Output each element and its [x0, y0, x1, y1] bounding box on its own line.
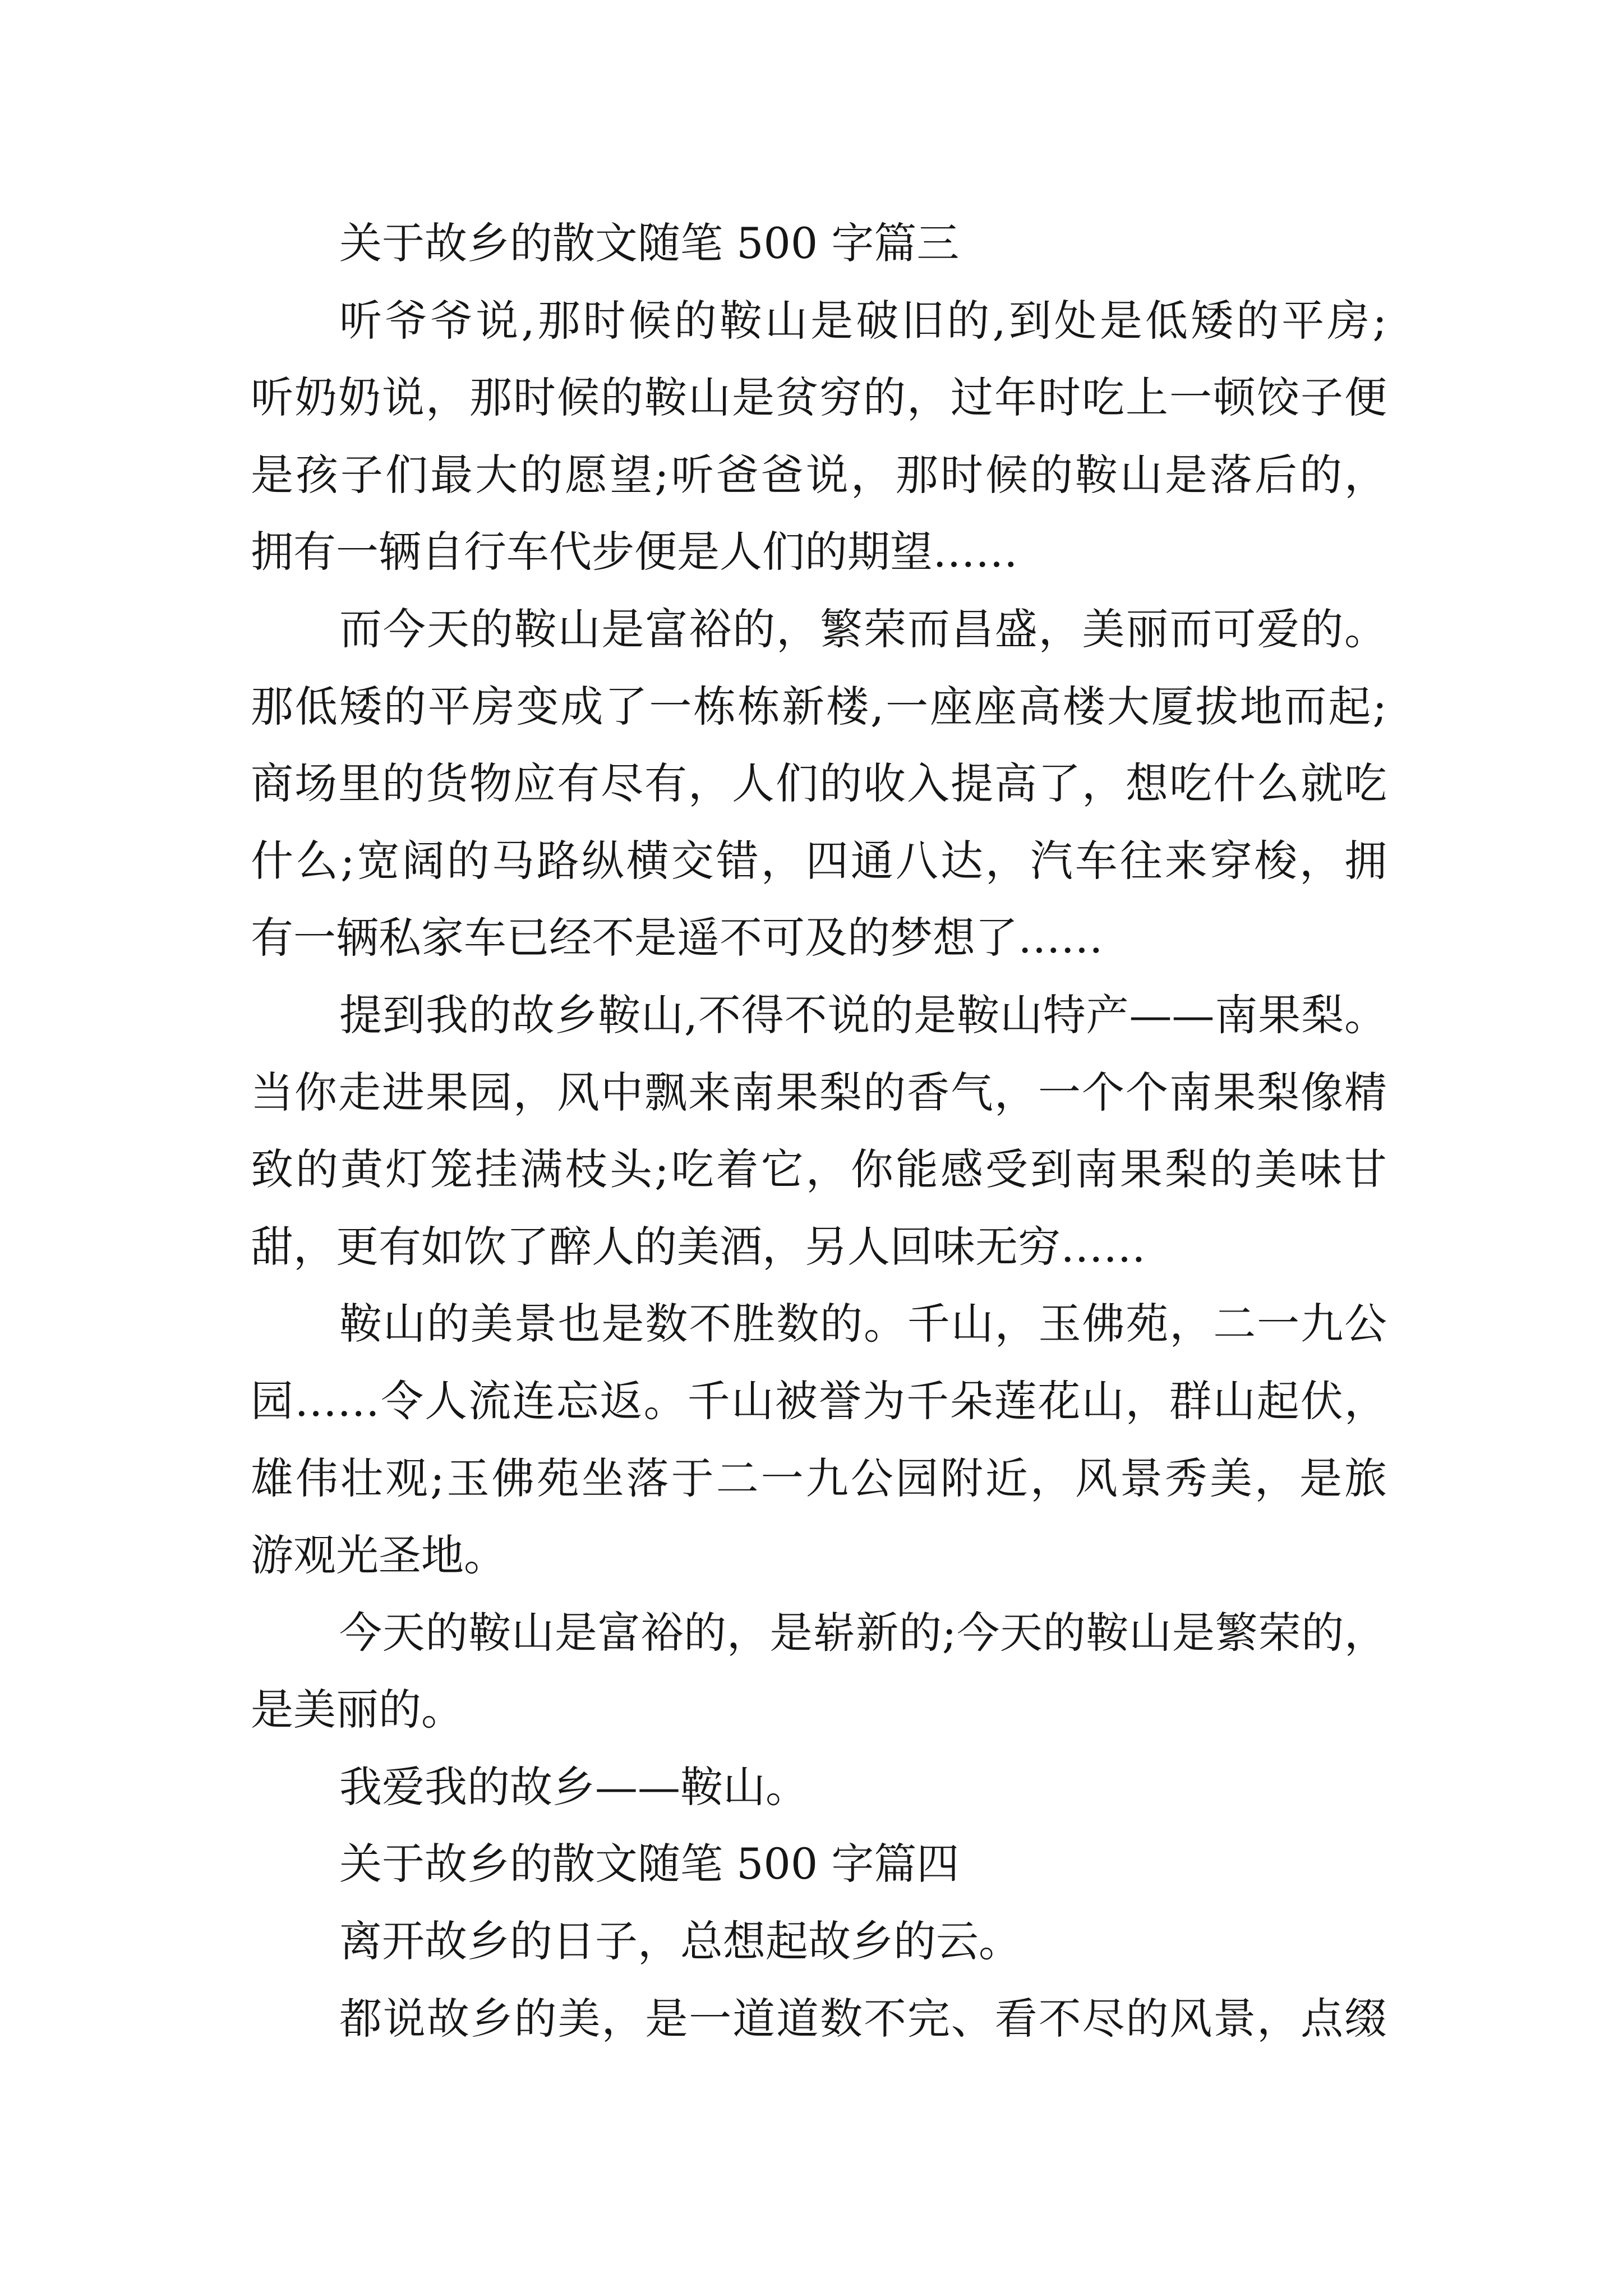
text-line: 甜，更有如饮了醉人的美酒，另人回味无穷……	[251, 1221, 1146, 1272]
text-line: 游观光圣地。	[251, 1530, 506, 1581]
text-line: 什么;宽阔的马路纵横交错，四通八达，汽车往来穿梭，拥	[251, 835, 1387, 886]
text-line: 园……令人流连忘返。千山被誉为千朵莲花山，群山起伏，	[251, 1375, 1387, 1426]
text-line: 听奶奶说，那时候的鞍山是贫穷的，过年时吃上一顿饺子便	[251, 372, 1387, 423]
text-line: 有一辆私家车已经不是遥不可及的梦想了……	[251, 913, 1103, 963]
paragraph	[251, 591, 1387, 977]
section-heading: 关于故乡的散文随笔 500 字篇四	[339, 1839, 960, 1889]
text-line: 而今天的鞍山是富裕的，繁荣而昌盛，美丽而可爱的。	[339, 604, 1387, 654]
text-line: 鞍山的美景也是数不胜数的。千山，玉佛苑，二一九公	[339, 1299, 1387, 1349]
paragraph	[251, 1594, 1387, 1749]
text-line: 今天的鞍山是富裕的，是崭新的;今天的鞍山是繁荣的，	[339, 1607, 1387, 1658]
text-line: 当你走进果园，风中飘来南果梨的香气，一个个南果梨像精	[251, 1067, 1387, 1117]
paragraph	[251, 977, 1387, 1285]
text-line: 雄伟壮观;玉佛苑坐落于二一九公园附近，风景秀美，是旅	[251, 1453, 1387, 1503]
section	[251, 1825, 1387, 2057]
text-line: 都说故乡的美，是一道道数不完、看不尽的风景，点缀	[339, 1993, 1387, 2044]
text-line: 那低矮的平房变成了一栋栋新楼,一座座高楼大厦拔地而起;	[251, 681, 1387, 731]
document-body	[251, 205, 1387, 2057]
text-line: 商场里的货物应有尽有，人们的收入提高了，想吃什么就吃	[251, 758, 1387, 809]
section	[251, 205, 1387, 1825]
text-line: 离开故乡的日子，总想起故乡的云。	[339, 1916, 1021, 1967]
paragraph	[251, 1749, 1387, 1826]
text-line: 是孩子们最大的愿望;听爸爸说，那时候的鞍山是落后的，	[251, 449, 1387, 500]
text-line: 是美丽的。	[251, 1685, 464, 1735]
text-line: 提到我的故乡鞍山,不得不说的是鞍山特产——南果梨。	[339, 990, 1387, 1040]
paragraph	[251, 282, 1387, 591]
text-line: 拥有一辆自行车代步便是人们的期望……	[251, 527, 1018, 577]
text-line: 致的黄灯笼挂满枝头;吃着它，你能感受到南果梨的美味甘	[251, 1144, 1387, 1195]
section-heading: 关于故乡的散文随笔 500 字篇三	[339, 218, 960, 268]
paragraph	[251, 1285, 1387, 1594]
text-line: 我爱我的故乡——鞍山。	[339, 1761, 808, 1812]
paragraph	[251, 1980, 1387, 2058]
paragraph	[251, 1903, 1387, 1980]
text-line: 听爷爷说,那时候的鞍山是破旧的,到处是低矮的平房;	[339, 295, 1387, 346]
